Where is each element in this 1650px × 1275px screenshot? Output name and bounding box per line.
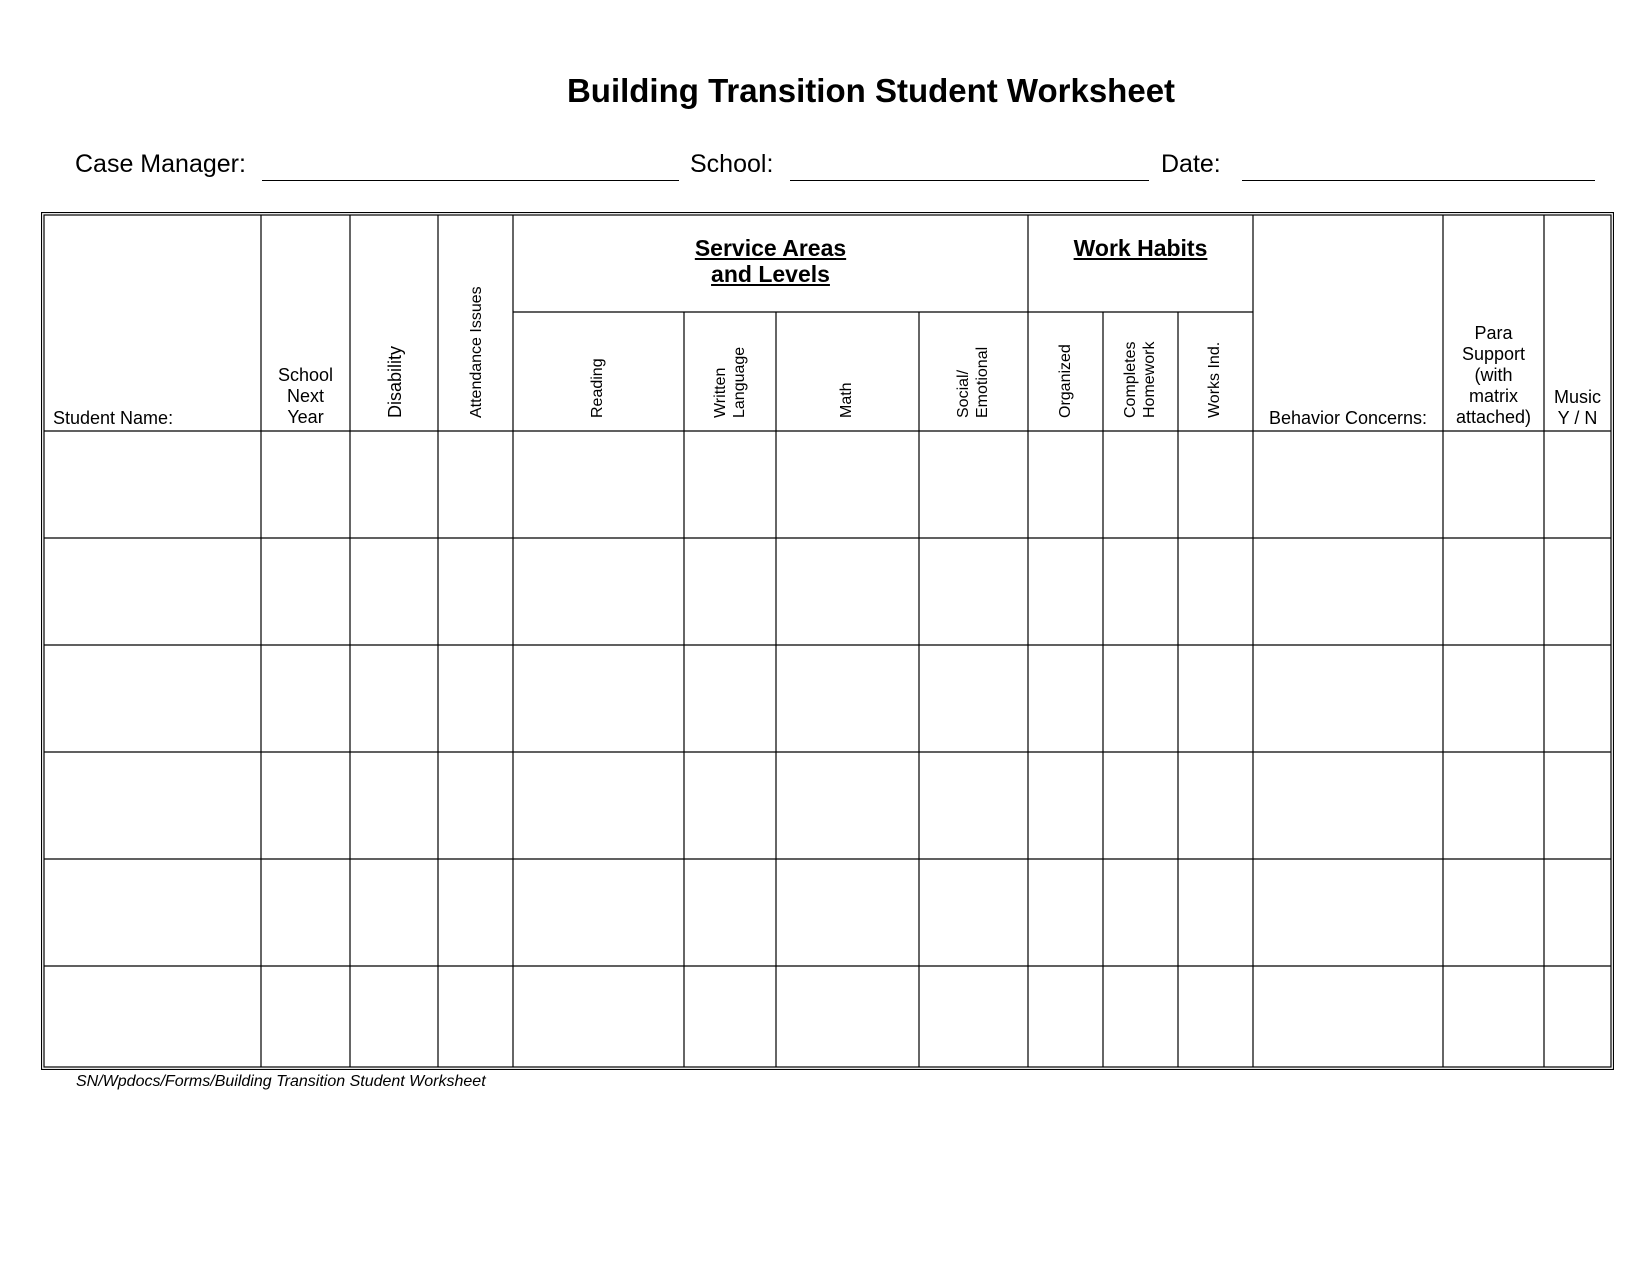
header-school-next-year: School Next Year [277,365,334,427]
header-music: Music Y / N [1553,387,1601,428]
header-student-name: Student Name: [53,408,174,428]
header-para-support: Para Support (with matrix attached) [1455,323,1532,427]
header-written-language: Written Language [712,346,748,418]
case-manager-field[interactable] [262,180,679,181]
date-label: Date: [1161,150,1221,178]
header-disability: Disability [385,345,405,418]
header-social-emotional: Social/ Emotional [955,346,991,418]
worksheet-table [41,212,1614,1070]
page-title: Building Transition Student Worksheet [566,72,1176,109]
header-completes-homework: Completes Homework [1122,341,1158,418]
school-label: School: [690,150,774,178]
date-field[interactable] [1242,180,1595,181]
header-attendance-issues: Attendance Issues [468,286,485,418]
table-grid [41,212,1614,1070]
header-behavior-concerns: Behavior Concerns: [1268,408,1428,428]
work-habits-heading: Work Habits [1073,235,1208,261]
header-organized: Organized [1057,344,1074,418]
header-works-ind: Works Ind. [1206,341,1223,418]
footer-path: SN/Wpdocs/Forms/Building Transition Student Worksheet [76,1073,486,1090]
service-areas-heading: Service Areas and Levels [694,235,847,287]
header-math: Math [838,382,855,418]
case-manager-label: Case Manager: [75,150,246,178]
school-field[interactable] [790,180,1149,181]
header-reading: Reading [589,358,606,418]
